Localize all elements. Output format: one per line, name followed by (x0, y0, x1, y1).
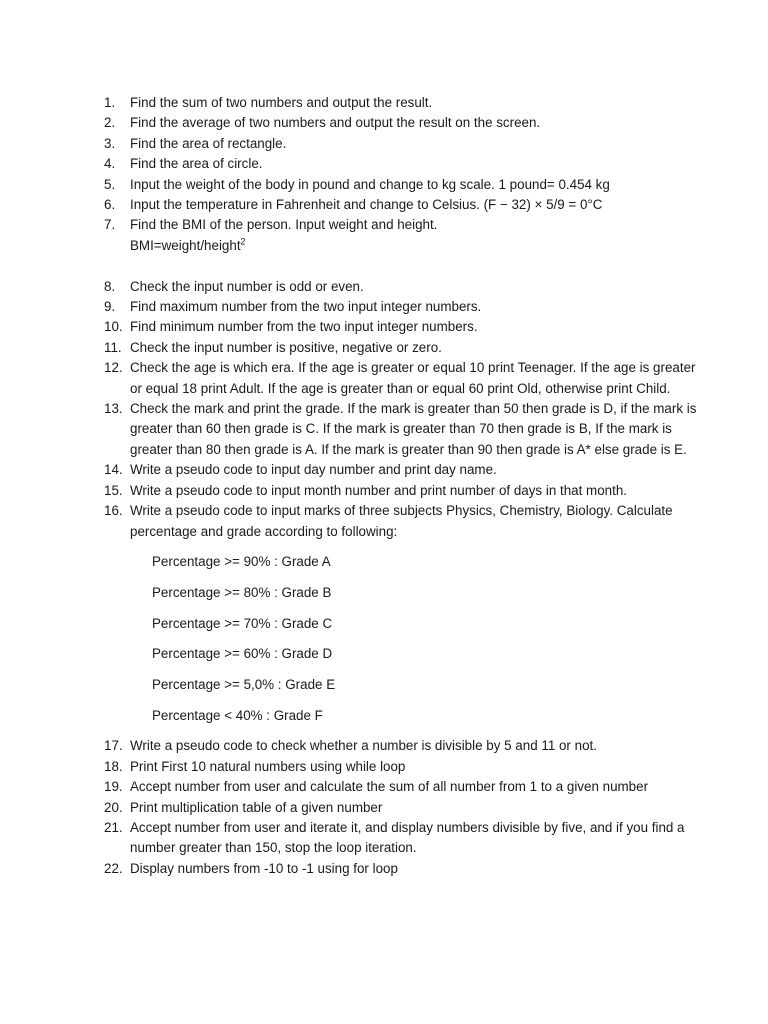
item-number: 3. (104, 135, 116, 151)
item-text: Write a pseudo code to check whether a number is divisible by 5 and 11 or not. (130, 738, 597, 754)
item-number: 8. (104, 278, 116, 294)
grade-line: Percentage >= 80% : Grade B (152, 584, 332, 600)
item-text: Find minimum number from the two input integer numbers. (130, 319, 478, 335)
formula-exponent: 2 (240, 236, 246, 247)
item-text: Accept number from user and calculate the sum of all number from 1 to a given number (130, 779, 649, 795)
list-item (104, 154, 704, 174)
list-item (104, 338, 704, 358)
item-number: 1. (104, 95, 116, 110)
list-item (104, 93, 704, 113)
item-text: Find maximum number from the two input integer numbers. (130, 299, 482, 315)
item-text: Print multiplication table of a given number (130, 799, 383, 815)
list-item (104, 277, 704, 297)
item-number: 2. (104, 115, 116, 131)
item-text: Find the average of two numbers and output the result on the screen. (130, 115, 541, 131)
item-text: Input the weight of the body in pound and change to kg scale. 1 pound= 0.454 kg (130, 176, 610, 192)
item-number: 13. (104, 401, 123, 417)
list-item (104, 460, 704, 480)
item-number: 10. (104, 319, 123, 335)
list-item (104, 501, 704, 542)
list-item (104, 757, 704, 777)
item-number: 7. (104, 217, 116, 233)
grade-line: Percentage < 40% : Grade F (152, 707, 323, 723)
grade-table (152, 552, 704, 726)
list-item (104, 399, 704, 460)
item-text: Find the area of circle. (130, 156, 263, 172)
list-item (104, 777, 704, 797)
exercise-list (104, 93, 704, 879)
item-text: Check the age is which era. If the age is greater or equal 10 print Teenager. If the age is greater or equal 18 print Adult. If the age is greater than or equal 60 print Old, otherwise print Child. (130, 360, 696, 396)
item-text: Input the temperature in Fahrenheit and change to Celsius. (F − 32) × 5/9 = 0°C (130, 197, 603, 213)
item-text: Find the BMI of the person. Input weight and height. (130, 217, 438, 233)
grade-line: Percentage >= 90% : Grade A (152, 553, 331, 569)
item-text: Write a pseudo code to input month number and print number of days in that month. (130, 482, 627, 498)
item-number: 14. (104, 462, 123, 478)
list-item (104, 195, 704, 215)
item-text: Find the area of rectangle. (130, 135, 287, 151)
grade-line: Percentage >= 5,0% : Grade E (152, 677, 336, 693)
item-text: Write a pseudo code to input day number and print day name. (130, 462, 497, 478)
section-gap (104, 256, 704, 276)
item-text: Check the input number is odd or even. (130, 278, 364, 294)
item-number: 20. (104, 799, 123, 815)
list-item (104, 134, 704, 154)
list-item (104, 317, 704, 337)
list-item (104, 481, 704, 501)
item-text: Check the input number is positive, negative or zero. (130, 339, 442, 355)
list-item (104, 113, 704, 133)
item-number: 22. (104, 860, 123, 876)
item-number: 6. (104, 197, 116, 213)
item-number: 12. (104, 360, 123, 376)
item-text: Find the sum of two numbers and output the result. (130, 95, 433, 110)
grade-line: Percentage >= 70% : Grade C (152, 615, 333, 631)
item-text: Accept number from user and iterate it, and display numbers divisible by five, and if you find a number greater than 150, stop the loop iteration. (130, 819, 685, 856)
item-number: 18. (104, 758, 123, 774)
list-item (104, 175, 704, 195)
list-item (104, 215, 704, 256)
bmi-formula: BMI=weight/height (130, 237, 241, 253)
item-number: 16. (104, 503, 123, 519)
list-item (104, 358, 704, 399)
item-number: 15. (104, 482, 123, 498)
item-number: 17. (104, 738, 123, 754)
item-text: Display numbers from -10 to -1 using for loop (130, 860, 398, 876)
item-text: Check the mark and print the grade. If the mark is greater than 50 then grade is D, if the mark is greater than 60 then grade is C. If the mark is greater than 70 then grade is B, If the mark is greater than 80 then grade is A. If the mark is greater than 90 then grade is A* else grade is E. (130, 401, 697, 457)
item-number: 19. (104, 779, 123, 795)
item-number: 4. (104, 156, 116, 172)
item-number: 5. (104, 176, 116, 192)
list-item (104, 818, 704, 859)
list-item (104, 859, 704, 879)
list-item (104, 798, 704, 818)
item-text: Print First 10 natural numbers using while loop (130, 758, 406, 774)
item-number: 9. (104, 299, 116, 315)
item-text-block (130, 215, 704, 256)
grade-line: Percentage >= 60% : Grade D (152, 646, 333, 662)
item-number: 21. (104, 819, 123, 835)
list-item (104, 736, 704, 756)
item-number: 11. (104, 339, 122, 355)
list-item (104, 297, 704, 317)
item-text: Write a pseudo code to input marks of three subjects Physics, Chemistry, Biology. Calculate percentage and grade according to following: (130, 503, 673, 539)
